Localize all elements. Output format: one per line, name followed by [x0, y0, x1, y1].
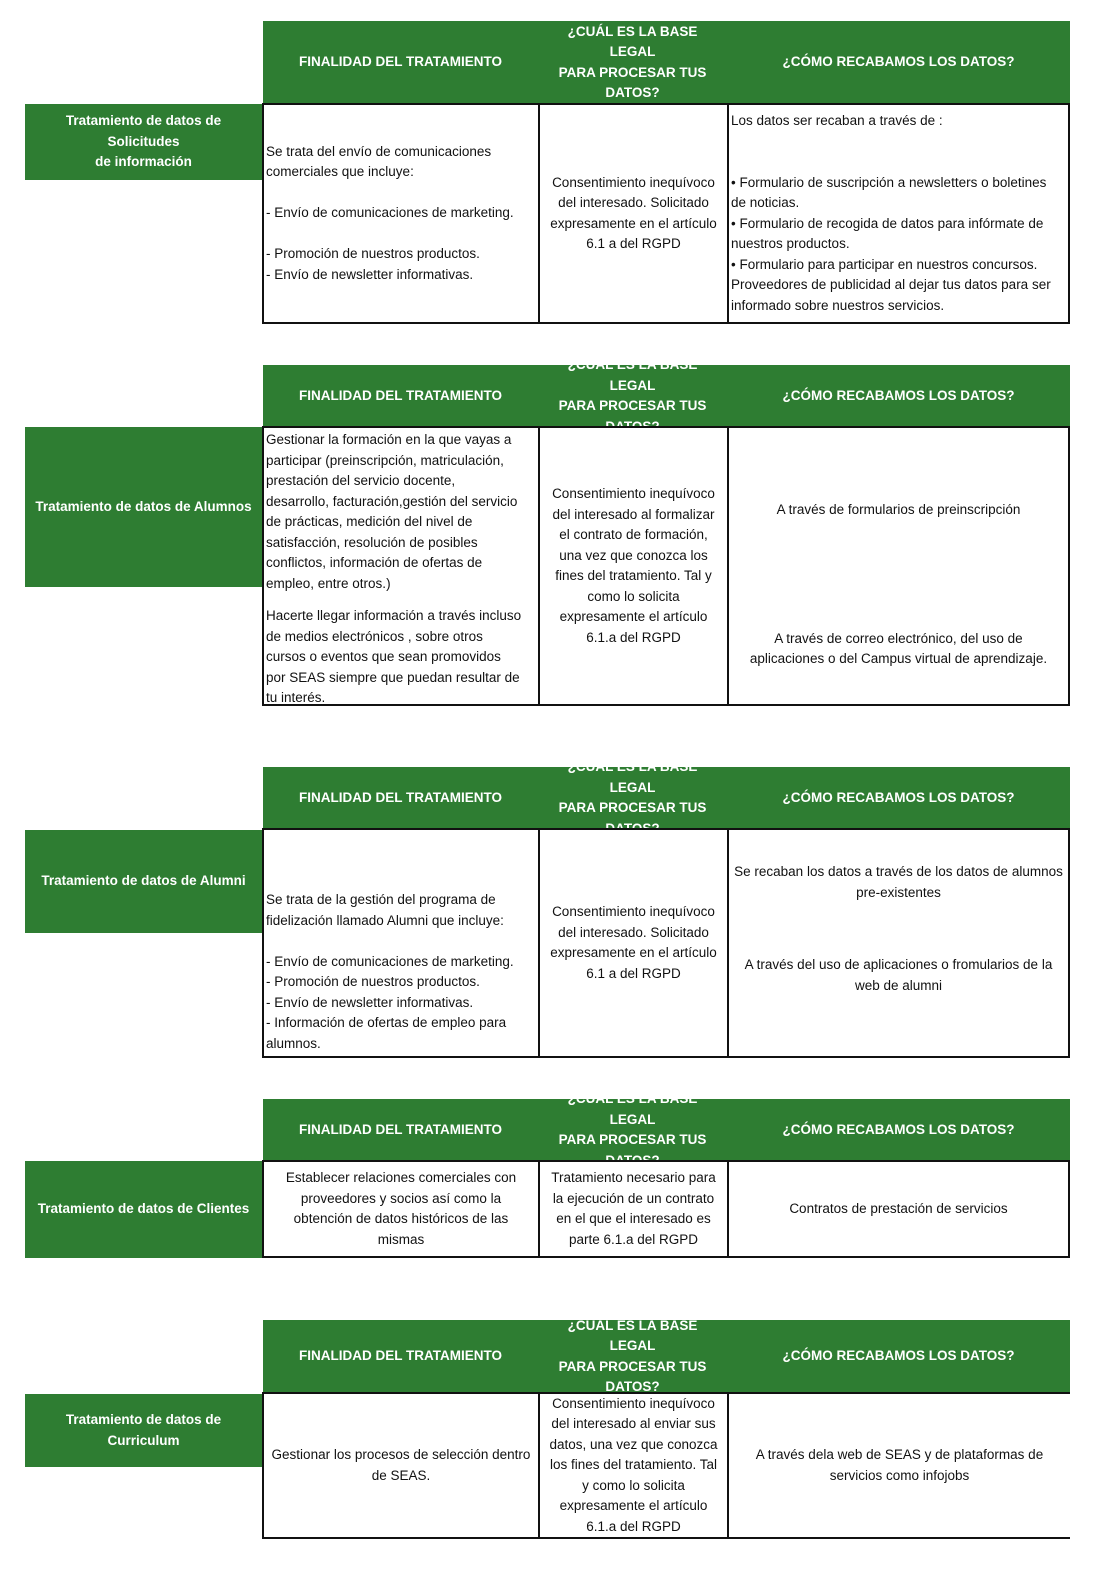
finalidad-text-2: Hacerte llegar información a través incluso de medios electrónicos , sobre otros cursos o eventos que sean promovidos por SEAS siempre que puedan resultar de tu interés. — [266, 608, 522, 705]
base-legal-cell — [538, 1160, 729, 1258]
finalidad-cell — [262, 828, 540, 1058]
como-cell — [727, 1160, 1070, 1258]
header-como: ¿CÓMO RECABAMOS LOS DATOS? — [727, 365, 1070, 427]
base-legal-text: Consentimiento inequívoco del interesado al enviar sus datos, una vez que conozca los fines del tratamiento. Tal y como lo solicita expresamente el artículo 6.1.a del RGPD — [549, 1395, 718, 1534]
como-cell — [727, 1392, 1070, 1539]
finalidad-text: Se trata de la gestión del programa de fidelización llamado Alumni que incluye: - Envío de comunicaciones de marketing. - Promoción de nuestros productos. - Envío de newsletter informativas. - Información de ofertas de empleo para alumnos. — [266, 892, 514, 1051]
base-legal-text: Consentimiento inequívoco del interesado. Solicitado expresamente en el artículo 6.1 a del RGPD — [550, 904, 717, 981]
base-legal-text: Consentimiento inequívoco del interesado. Solicitado expresamente en el artículo 6.1 a del RGPD — [550, 174, 717, 251]
finalidad-text: Se trata del envío de comunicaciones comerciales que incluye: - Envío de comunicaciones de marketing. - Promoción de nuestros productos. - Envío de newsletter informativas. — [266, 143, 514, 282]
row-label: Tratamiento de datos de Clientes — [25, 1161, 262, 1258]
como-text: A través de formularios de preinscripción — [776, 502, 1021, 517]
row-label: Tratamiento de datos de Alumnos — [25, 427, 262, 587]
como-text: A través dela web de SEAS y de plataformas de servicios como infojobs — [755, 1447, 1044, 1483]
header-como: ¿CÓMO RECABAMOS LOS DATOS? — [727, 1320, 1070, 1393]
finalidad-text: Gestionar la formación en la que vayas a participar (preinscripción, matriculación, prestación del servicio docente, desarrollo, facturación,gestión del servicio de prácticas, medición del nivel de satisfacción, resolución de posibles conflictos, información de ofertas de empleo, entre otros.) — [266, 432, 518, 591]
como-cell — [727, 426, 1070, 706]
header-base-legal: ¿CUÁL ES LA BASE LEGAL PARA PROCESAR TUS DATOS? — [538, 767, 727, 829]
header-base-legal: ¿CUÁL ES LA BASE LEGAL PARA PROCESAR TUS DATOS? — [538, 1099, 727, 1161]
base-legal-cell — [538, 103, 729, 324]
finalidad-cell — [262, 1392, 540, 1539]
base-legal-cell — [538, 828, 729, 1058]
base-legal-text: Consentimiento inequívoco del interesado al formalizar el contrato de formación, una vez que conozca los fines del tratamiento. Tal y como lo solicita expresamente el artículo 6.1.a del RGPD — [552, 486, 715, 645]
header-finalidad: FINALIDAD DEL TRATAMIENTO — [263, 1320, 538, 1393]
como-text: Contratos de prestación de servicios — [789, 1200, 1008, 1216]
finalidad-text: Establecer relaciones comerciales con proveedores y socios así como la obtención de datos históricos de las mismas — [285, 1170, 517, 1247]
finalidad-cell — [262, 1160, 540, 1258]
header-finalidad: FINALIDAD DEL TRATAMIENTO — [263, 1099, 538, 1161]
header-finalidad: FINALIDAD DEL TRATAMIENTO — [263, 365, 538, 427]
header-como: ¿CÓMO RECABAMOS LOS DATOS? — [727, 21, 1070, 104]
como-text-2: A través del uso de aplicaciones o fromularios de la web de alumni — [744, 957, 1053, 993]
como-cell — [727, 828, 1070, 1058]
header-base-legal: ¿CUÁL ES LA BASE LEGAL PARA PROCESAR TUS DATOS? — [538, 1320, 727, 1393]
row-label: Tratamiento de datos de Curriculum — [25, 1394, 262, 1467]
como-cell — [727, 103, 1070, 324]
como-text: Se recaban los datos a través de los datos de alumnos pre-existentes — [734, 864, 1063, 900]
header-como: ¿CÓMO RECABAMOS LOS DATOS? — [727, 767, 1070, 829]
header-base-legal: ¿CUÁL ES LA BASE LEGAL PARA PROCESAR TUS DATOS? — [538, 365, 727, 427]
base-legal-cell — [538, 426, 729, 706]
finalidad-cell — [262, 426, 540, 706]
row-label: Tratamiento de datos de Solicitudes de información — [25, 104, 262, 180]
como-text-2: A través de correo electrónico, del uso de aplicaciones o del Campus virtual de aprendizaje. — [749, 630, 1048, 666]
header-como: ¿CÓMO RECABAMOS LOS DATOS? — [727, 1099, 1070, 1161]
header-finalidad: FINALIDAD DEL TRATAMIENTO — [263, 21, 538, 104]
como-text: Los datos ser recaban a través de : • Formulario de suscripción a newsletters o boletines de noticias. • Formulario de recogida de datos para infórmate de nuestros productos. • Formulario para participar en nuestros concursos. Proveedores de publicidad al dejar tus datos para ser informado sobre nuestros servicios. — [731, 113, 1051, 313]
base-legal-cell — [538, 1392, 729, 1539]
finalidad-text: Gestionar los procesos de selección dentro de SEAS. — [271, 1447, 531, 1483]
finalidad-cell — [262, 103, 540, 324]
row-label: Tratamiento de datos de Alumni — [25, 830, 262, 933]
header-finalidad: FINALIDAD DEL TRATAMIENTO — [263, 767, 538, 829]
header-base-legal: ¿CUÁL ES LA BASE LEGAL PARA PROCESAR TUS DATOS? — [538, 21, 727, 104]
base-legal-text: Tratamiento necesario para la ejecución de un contrato en el que el interesado es parte 6.1.a del RGPD — [551, 1170, 716, 1247]
